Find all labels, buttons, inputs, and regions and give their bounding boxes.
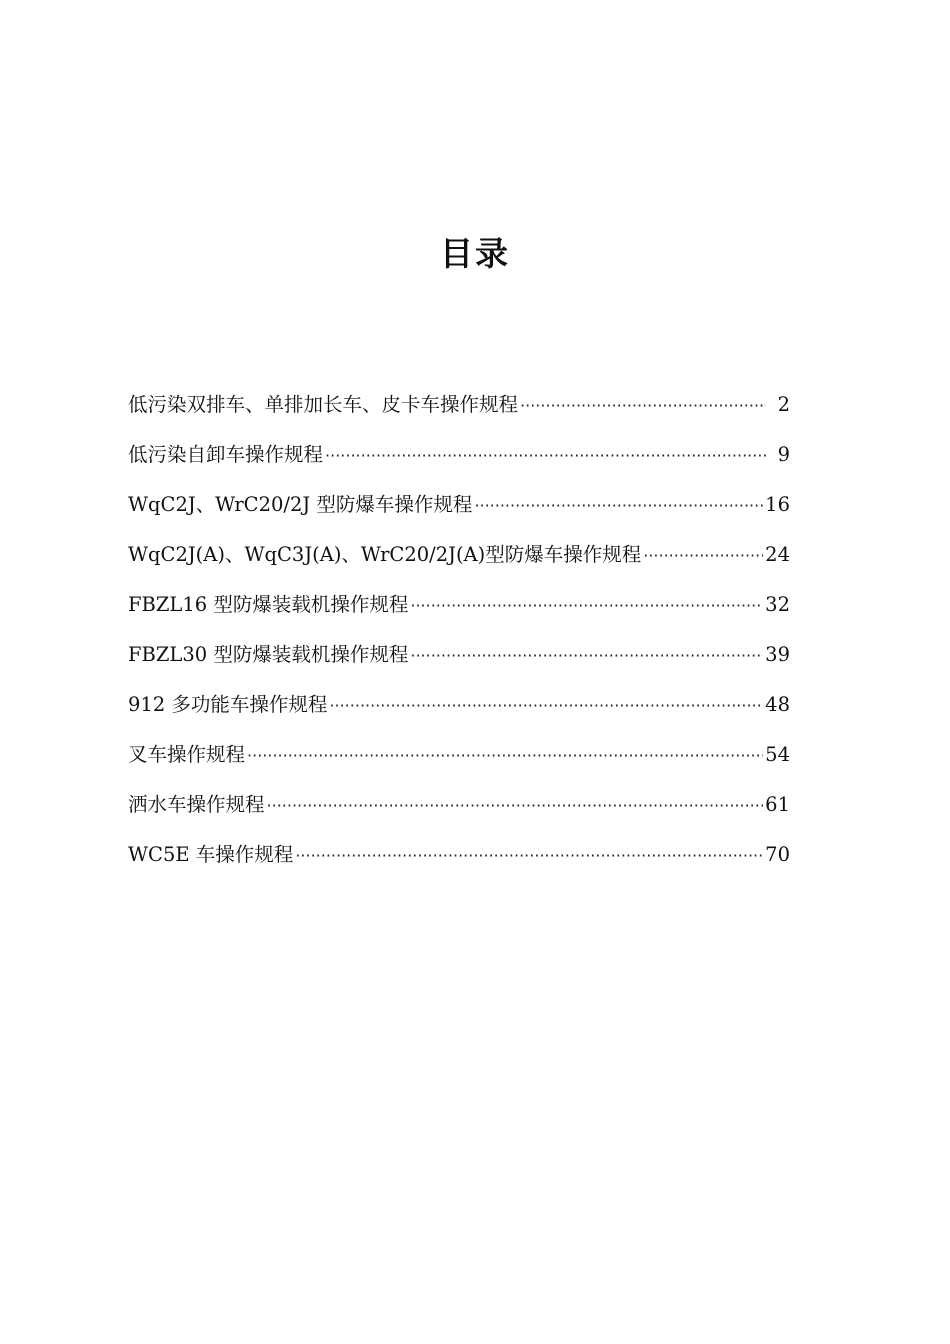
toc-entry[interactable] [128,688,790,738]
toc-entry-label: WqC2J、WrC20/2J 型防爆车操作规程 [128,493,473,516]
dot-leader [329,689,763,723]
toc-entry-page: 39 [765,643,790,666]
toc-entry-label: WqC2J(A)、WqC3J(A)、WrC20/2J(A)型防爆车操作规程 [128,543,642,566]
dot-leader [643,539,763,573]
toc-entry-label: WC5E 车操作规程 [128,843,294,866]
toc-entry-page: 2 [777,393,790,416]
toc-entry-label: 低污染双排车、单排加长车、皮卡车操作规程 [128,393,519,416]
toc-entry-label: FBZL30 型防爆装载机操作规程 [128,643,409,666]
toc-entry-page: 32 [765,593,790,616]
toc-entry[interactable] [128,388,790,438]
toc-entry[interactable] [128,738,790,788]
toc-entry-page: 70 [765,843,790,866]
toc-entry[interactable] [128,538,790,588]
toc-entry-label: 912 多功能车操作规程 [128,693,328,716]
toc-entry-page: 9 [777,443,790,466]
toc-entry-page: 24 [765,543,790,566]
dot-leader [325,439,766,473]
toc-entry-label: 低污染自卸车操作规程 [128,443,324,466]
dot-leader [267,789,764,823]
dot-leader [410,589,763,623]
dot-leader [247,739,763,773]
toc-entry-label: 洒水车操作规程 [128,793,265,816]
toc-entry-page: 54 [765,743,790,766]
toc-entry[interactable] [128,838,790,888]
table-of-contents [128,388,790,888]
toc-entry[interactable] [128,438,790,488]
page-title: 目录 [440,234,510,273]
toc-entry-label: FBZL16 型防爆装载机操作规程 [128,593,409,616]
toc-entry[interactable] [128,638,790,688]
toc-entry-label: 叉车操作规程 [128,743,246,766]
toc-entry-page: 48 [765,693,790,716]
dot-leader [474,489,763,523]
toc-entry[interactable] [128,488,790,538]
toc-entry[interactable] [128,788,790,838]
dot-leader [520,389,766,423]
toc-entry-page: 16 [765,493,790,516]
toc-entry[interactable] [128,588,790,638]
toc-entry-page: 61 [765,793,790,816]
dot-leader [410,639,763,673]
dot-leader [295,839,763,873]
